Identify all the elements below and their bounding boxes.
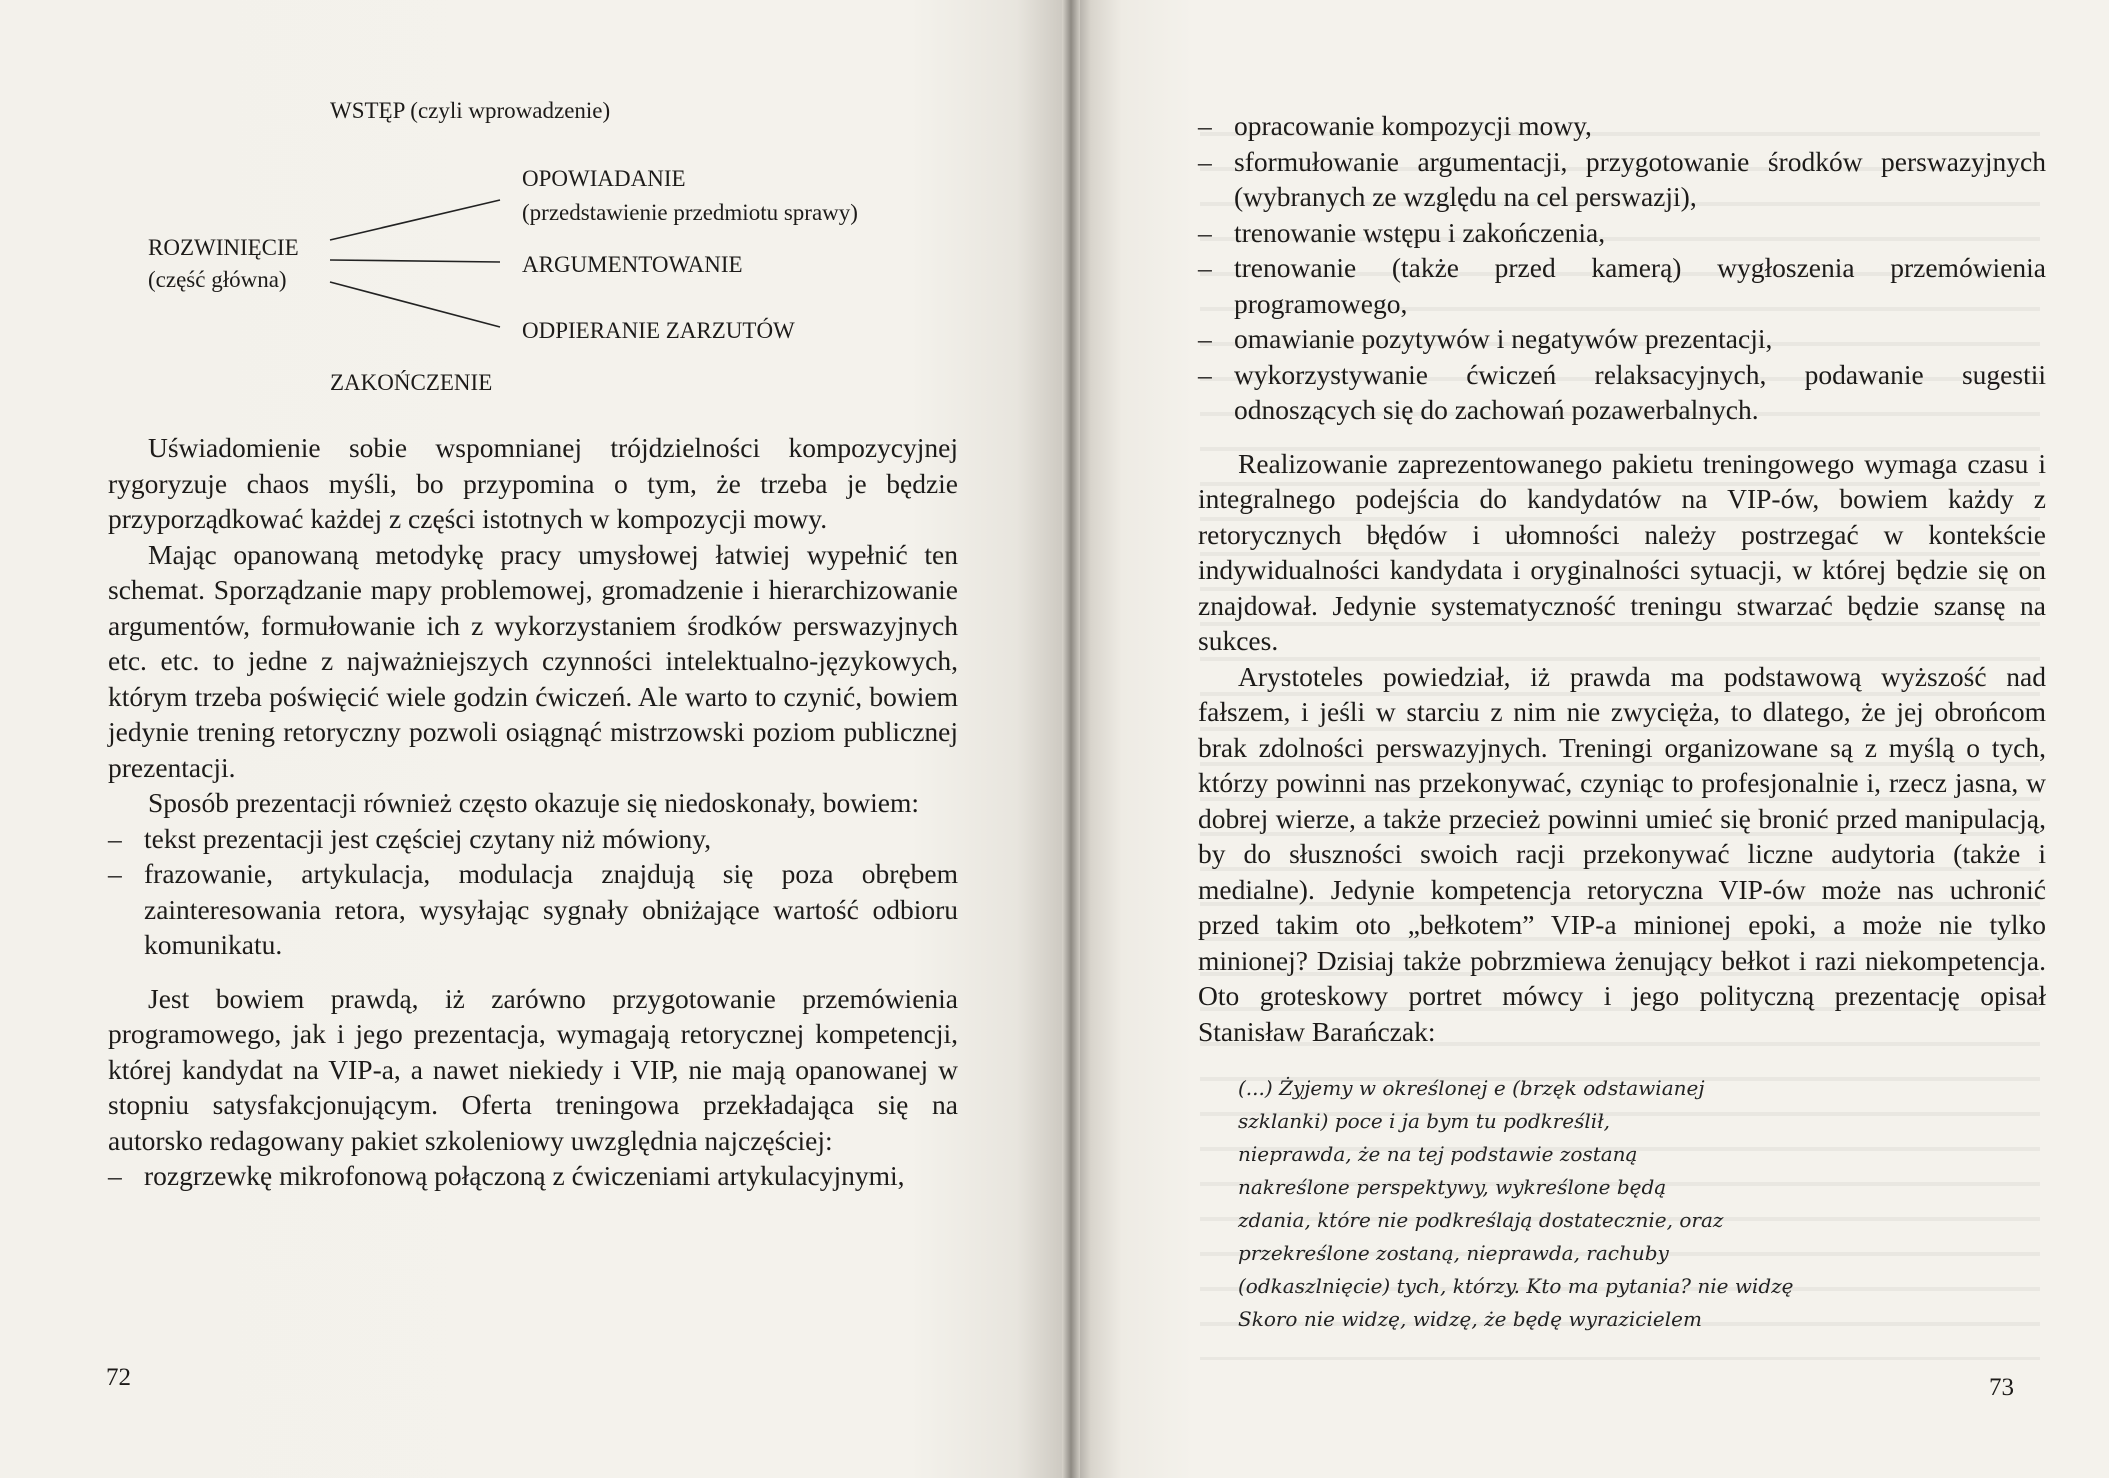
right-body-text	[1198, 108, 2046, 1049]
diagram-branch-2: ARGUMENTOWANIE	[522, 252, 743, 277]
list-item	[1198, 250, 2046, 321]
composition-diagram	[0, 0, 1070, 420]
diagram-main-label: ROZWINIĘCIE	[148, 235, 299, 260]
list-item-text: sformułowanie argumentacji, przygotowanie środków perswazyjnych (wybranych ze względu na cel perswazji),	[1234, 145, 2046, 212]
list-item	[1198, 321, 2046, 357]
list-item	[108, 856, 958, 963]
spacer	[1198, 428, 2046, 446]
page-number-left: 72	[106, 1364, 131, 1391]
paragraph: Sposób prezentacji również często okazuje się niedoskonały, bowiem:	[148, 787, 920, 818]
dash-marker: –	[1198, 252, 1212, 283]
list-item	[1198, 357, 2046, 428]
paragraph: Realizowanie zaprezentowanego pakietu treningowego wymaga czasu i integralnego podejścia do kandydatów na VIP-ów, bowiem każdy z retorycznych błędów i ułomności należy postrzegać w kontekście indywidualności kandydata i oryginalności sytuacji, w której będzie się on znajdował. Jedynie systematyczność treningu stwarzać będzie szansę na sukces.	[1198, 447, 2046, 656]
paragraph: Uświadomienie sobie wspomnianej trójdzielności kompozycyjnej rygoryzuje chaos myśli, bo przypomina o tym, że trzeba je będzie przyporządkować każdej z części istotnych w kompozycji mowy.	[108, 432, 958, 534]
bullet-list	[1198, 108, 2046, 428]
paragraph: Arystoteles powiedział, iż prawda ma podstawową wyższość nad fałszem, i jeśli w starciu z nim nie zwycięża, to dlatego, że jej obrońcom brak zdolności perswazyjnych. Treningi organizowane są z myślą o tych, którzy powinni nas przekonywać, czyniąc to profesjonalnie i, rzecz jasna, w dobrej wierze, a także przecież powinni umieć się bronić przed manipulacją, by do słuszności swoich racji przekonywać liczne audytoria (także i medialne). Jedynie kompetencja retoryczna VIP-ów może nas uchronić przed takim oto „bełkotem” VIP-a minionej epoki, a może nie tylko minionej? Dzisiaj także pobrzmiewa żenujący bełkot i razi niekompetencja. Oto groteskowy portret mówcy i jego polityczną prezentację opisał Stanisław Barańczak:	[1198, 660, 2046, 1047]
list-item	[1198, 144, 2046, 215]
diagram-connector-lines	[0, 0, 1070, 420]
list-item	[108, 821, 958, 857]
quote-line: nieprawda, że na tej podstawie zostaną	[1238, 1142, 1638, 1166]
list-item-text: tekst prezentacji jest częściej czytany niż mówiony,	[144, 822, 712, 854]
diagram-main-sub: (część główna)	[148, 267, 287, 292]
dash-marker: –	[108, 1160, 122, 1191]
dash-marker: –	[1198, 323, 1212, 354]
dash-marker: –	[108, 858, 122, 889]
list-item	[1198, 108, 2046, 144]
quote-line: (odkaszlnięcie) tych, którzy. Kto ma pytania? nie widzę	[1238, 1274, 1794, 1298]
dash-marker: –	[1198, 110, 1212, 141]
quote-line: Skoro nie widzę, widzę, że będę wyrazicielem	[1238, 1307, 1702, 1331]
quote-line: przekreślone zostaną, nieprawda, rachuby	[1238, 1241, 1669, 1265]
connector-line-1	[330, 200, 500, 240]
list-item-text: trenowanie (także przed kamerą) wygłoszenia przemówienia programowego,	[1234, 252, 2046, 319]
list-item-text: trenowanie wstępu i zakończenia,	[1234, 216, 1606, 248]
paragraph: Mając opanowaną metodykę pracy umysłowej łatwiej wypełnić ten schemat. Sporządzanie mapy problemowej, gromadzenie i hierarchizowanie argumentów, formułowanie ich z wykorzystaniem środków perswazyjnych etc. etc. to jedne z najważniejszych czynności intelektualno-językowych, którym trzeba poświęcić wiele godzin ćwiczeń. Ale warto to czynić, bowiem jedynie trening retoryczny pozwoli osiągnąć mistrzowski poziom publicznej prezentacji.	[108, 538, 958, 783]
diagram-intro: WSTĘP (czyli wprowadzenie)	[330, 98, 611, 123]
connector-line-2	[330, 260, 500, 262]
quote-line: nakreślone perspektywy, wykreślone będą	[1238, 1175, 1667, 1199]
diagram-branch-1-sub: (przedstawienie przedmiotu sprawy)	[522, 200, 858, 225]
dash-marker: –	[1198, 145, 1212, 177]
dash-marker: –	[108, 822, 122, 854]
book-gutter	[1062, 0, 1080, 1478]
list-item-text: opracowanie kompozycji mowy,	[1234, 110, 1592, 141]
bullet-list	[108, 1158, 958, 1194]
quote-line: szklanki) poce i ja bym tu podkreślił,	[1238, 1109, 1611, 1133]
paragraph: Jest bowiem prawdą, iż zarówno przygotowanie przemówienia programowego, jak i jego prezentacja, wymagają retorycznej kompetencji, której kandydat na VIP-a, a nawet niekiedy i VIP, nie mają opanowanej w stopniu satysfakcjonującym. Oferta treningowa przekładająca się na autorsko redagowany pakiet szkoleniowy uwzględnia najczęściej:	[108, 982, 958, 1156]
poem-quote	[1238, 1072, 1938, 1336]
list-item	[108, 1158, 958, 1194]
dash-marker: –	[1198, 358, 1212, 390]
bullet-list	[108, 821, 958, 963]
diagram-ending: ZAKOŃCZENIE	[330, 370, 493, 395]
dash-marker: –	[1198, 216, 1212, 248]
quote-line: (...) Żyjemy w określonej e (brzęk odstawianej	[1238, 1076, 1705, 1100]
spacer	[108, 963, 958, 981]
page-number-right: 73	[1989, 1374, 2014, 1401]
list-item-text: rozgrzewkę mikrofonową połączoną z ćwiczeniami artykulacyjnymi,	[144, 1160, 905, 1191]
list-item-text: wykorzystywanie ćwiczeń relaksacyjnych, podawanie sugestii odnoszących się do zachowań pozawerbalnych.	[1234, 358, 2046, 425]
list-item	[1198, 215, 2046, 251]
quote-line: zdania, które nie podkreślają dostatecznie, oraz	[1238, 1208, 1724, 1232]
diagram-branch-1-label: OPOWIADANIE	[522, 166, 686, 191]
connector-line-3	[330, 282, 500, 327]
list-item-text: frazowanie, artykulacja, modulacja znajdują się poza obrębem zainteresowania retora, wysyłając sygnały obniżające wartość odbioru komunikatu.	[144, 858, 958, 960]
list-item-text: omawianie pozytywów i negatywów prezentacji,	[1234, 323, 1773, 354]
diagram-branch-3: ODPIERANIE ZARZUTÓW	[522, 318, 795, 343]
left-body-text	[108, 430, 958, 1194]
